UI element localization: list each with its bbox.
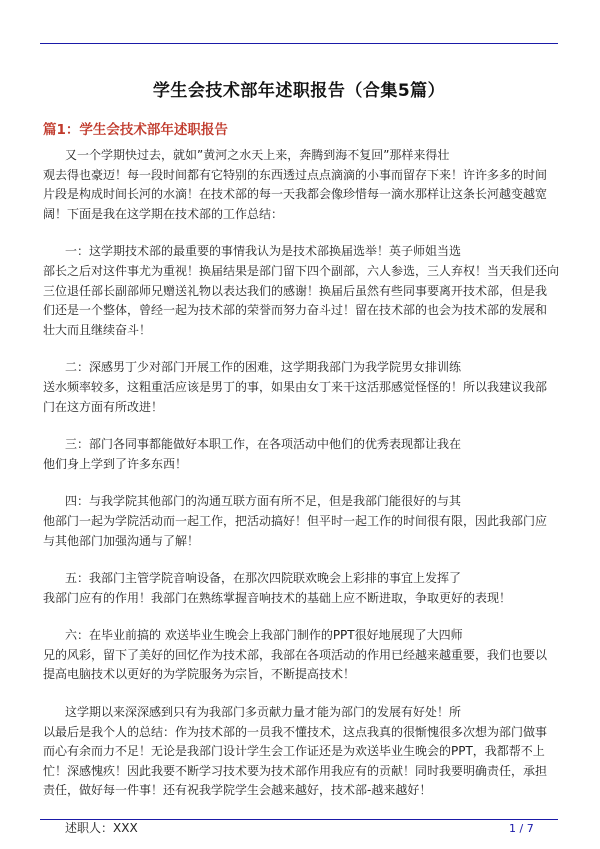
text-line: 兄的风彩，留下了美好的回忆作为技术部，我部在各项活动的作用已经越来越重要，我们也要以 [43,647,548,662]
header-rule [40,43,558,44]
paragraph-summary [43,703,555,801]
text-line: 忙！深感愧疚！因此我要不断学习技术要为技术部作用我应有的贡献！同时我要明确责任，承担 [43,763,548,778]
signature: 述职人：XXX [65,821,138,836]
footer-rule [40,819,558,820]
text-line: 与其他部门加强沟通与了解！ [43,533,200,548]
text-line: 门在这方面有所改进！ [43,399,164,414]
text-line: 二：深感男丁少对部门开展工作的困难，这学期我部门为我学院男女排训练 [65,360,462,375]
text-line: 他部门一起为学院活动而一起工作，把活动搞好！但平时一起工作的时间很有限，因此我部门应 [43,513,548,528]
text-line: 责任，做好每一件事！还有祝我学院学生会越来越好，技术部-越来越好！ [43,783,432,798]
text-line: 片段是构成时间长河的水滴！在技术部的每一天我都会像珍惜每一滴水那样让这条长河越变越宽 [43,187,548,202]
paragraph-item-3 [43,435,555,474]
text-line: 他们身上学到了许多东西！ [43,456,188,471]
text-line: 以最后是我个人的总结：作为技术部的一员我不懂技术，这点我真的很惭愧很多次想为部门做事 [43,724,548,739]
paragraph-item-1 [43,242,560,340]
text-line: 一：这学期技术部的最重要的事情我认为是技术部换届选举！英子师姐当选 [65,244,462,259]
text-line: 壮大而且继续奋斗！ [43,322,152,337]
text-line: 六：在毕业前搞的 欢送毕业生晚会上我部门制作的PPT很好地展现了大四师 [65,628,463,643]
text-line: 我部门应有的作用！我部门在熟练掌握音响技术的基础上应不断进取，争取更好的表现！ [43,590,512,605]
paragraph-intro [43,146,555,224]
text-line: 阔！下面是我在这学期在技术部的工作总结： [43,206,284,221]
text-line: 送水频率较多，这粗重活应该是男丁的事，如果由女丁来干这活那感觉怪怪的！所以我建议我部 [43,379,548,394]
report-body [43,146,560,839]
section-heading: 篇1：学生会技术部年述职报告 [43,122,228,138]
text-line: 这学期以来深深感到只有为我部门多贡献力量才能为部门的发展有好处！所 [65,705,462,720]
text-line: 们还是一个整体，曾经一起为技术部的荣誉而努力奋斗过！留在技术部的也会为技术部的发展和 [43,303,548,318]
text-line: 提高电脑技术以更好的为学院服务为宗旨，不断提高技术！ [43,667,356,682]
page-indicator: 1 / 7 [509,822,534,835]
text-line: 部长之后对这件事尤为重视！换届结果是部门留下四个副部，六人参选，三人弃权！当天我们还向 [43,263,560,278]
text-line: 又一个学期快过去，就如”黄河之水天上来，奔腾到海不复回”那样来得壮 [65,148,450,162]
paragraph-item-6 [43,626,555,685]
paragraph-item-5 [43,569,555,608]
text-line: 四：与我学院其他部门的沟通互联方面有所不足，但是我部门能很好的与其 [65,494,462,509]
document-title: 学生会技术部年述职报告（合集5篇） [152,81,446,101]
text-line: 三：部门各同事都能做好本职工作，在各项活动中他们的优秀表现都让我在 [65,437,462,452]
text-line: 五：我部门主管学院音响设备，在那次四院联欢晚会上彩排的事宜上发挥了 [65,571,462,586]
paragraph-item-2 [43,358,555,417]
text-line: 而心有余而力不足！无论是我部门设计学生会工作证还是为欢送毕业生晚会的PPT，我都帮不上 [43,744,545,759]
text-line: 观去得也豪迈！每一段时间都有它特别的东西透过点点滴滴的小事而留存下来！许许多多的时间 [43,167,548,182]
paragraph-item-4 [43,492,555,551]
text-line: 三位退任部长副部师兄赠送礼物以表达我们的感谢！换届后虽然有些同事要离开技术部，但是我 [43,283,548,298]
